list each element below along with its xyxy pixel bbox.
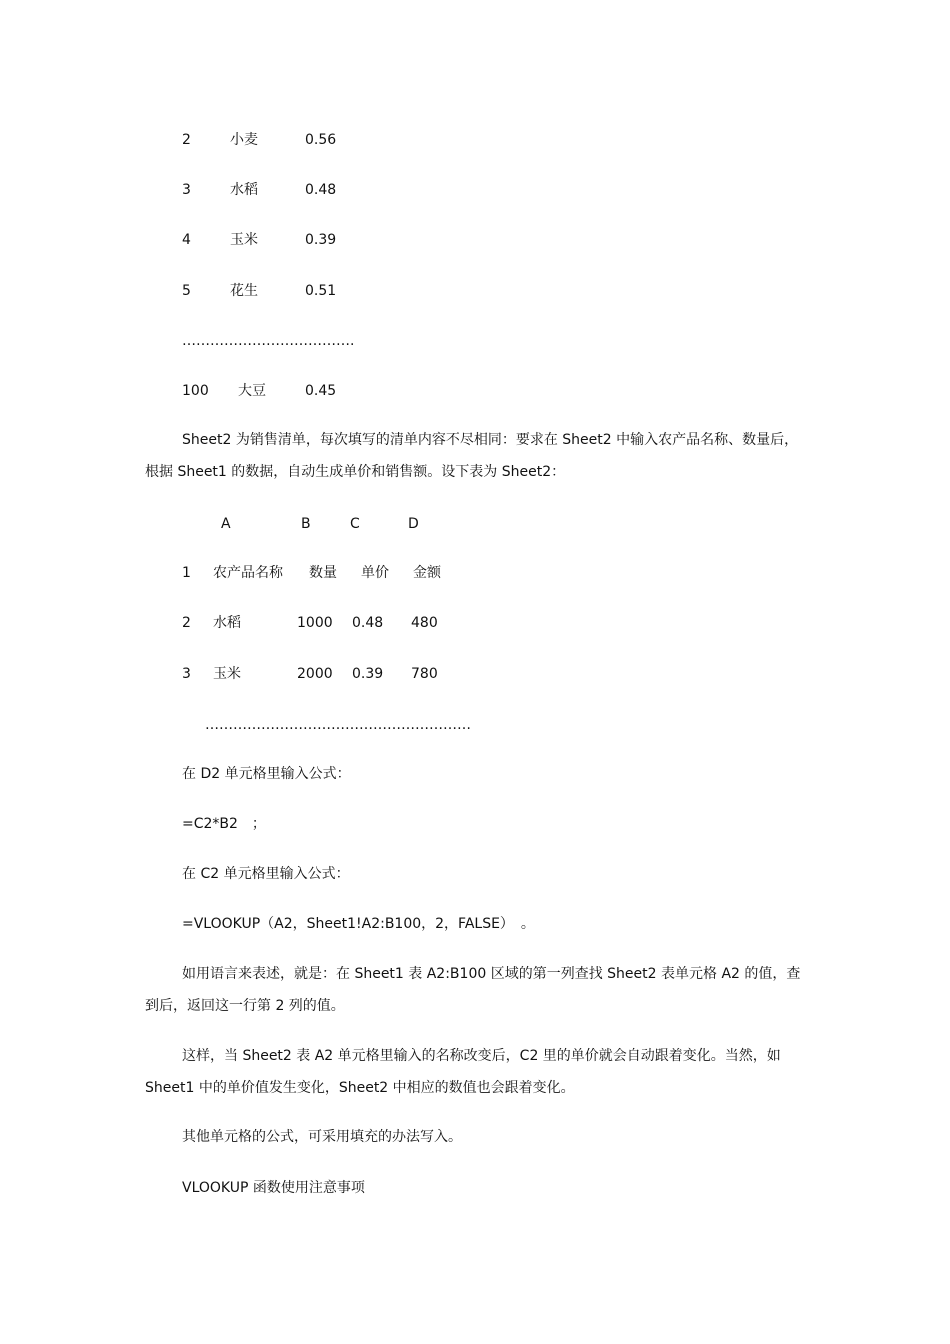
sheet2-column-header: A [221, 516, 231, 532]
sheet1-row-price: 0.51 [305, 283, 337, 299]
sheet2-cell-a: 农产品名称 [213, 565, 283, 581]
sheet2-cell-d: 480 [411, 615, 438, 631]
sheet1-row-num: 2 [182, 132, 191, 148]
sheet1-row-name: 大豆 [238, 383, 266, 399]
sheet2-column-header: B [301, 516, 311, 532]
sheet1-row-name: 小麦 [230, 132, 258, 148]
sheet2-cell-c: 0.39 [352, 666, 384, 682]
auto-change-paragraph: 这样，当 Sheet2 表 A2 单元格里输入的名称改变后，C2 里的单价就会自动跟着变化。当然，如 Sheet1 中的单价值发生变化，Sheet2 中相应的数值也会跟着变化。 [145, 1048, 781, 1096]
sheet1-row-price: 0.45 [305, 383, 337, 399]
fill-note: 其他单元格的公式，可采用填充的办法写入。 [182, 1129, 462, 1145]
explain-paragraph: 如用语言来表述，就是：在 Sheet1 表 A2:B100 区域的第一列查找 Sheet2 表单元格 A2 的值，查到后，返回这一行第 2 列的值。 [145, 966, 801, 1014]
sheet1-row-num: 3 [182, 182, 191, 198]
sheet2-cell-b: 2000 [297, 666, 333, 682]
d2-formula: =C2*B2 ； [182, 816, 266, 832]
sheet2-row-num: 1 [182, 565, 191, 581]
sheet2-column-header: D [408, 516, 419, 532]
sheet1-row-price: 0.56 [305, 132, 337, 148]
sheet1-ellipsis: ………………………………. [182, 333, 355, 349]
notes-heading: VLOOKUP 函数使用注意事项 [182, 1180, 365, 1196]
sheet2-cell-b: 1000 [297, 615, 333, 631]
d2-formula-intro: 在 D2 单元格里输入公式： [182, 766, 351, 782]
sheet2-cell-d: 金额 [413, 565, 441, 581]
sheet2-cell-c: 单价 [361, 565, 389, 581]
sheet1-row-name: 花生 [230, 283, 258, 299]
sheet2-row-num: 3 [182, 666, 191, 682]
sheet2-cell-d: 780 [411, 666, 438, 682]
sheet2-ellipsis: ………………………………………………… [205, 717, 471, 733]
sheet1-row-name: 水稻 [230, 182, 258, 198]
c2-formula: =VLOOKUP（A2，Sheet1!A2:B100，2，FALSE） 。 [182, 916, 535, 932]
sheet1-row-num: 4 [182, 232, 191, 248]
sheet2-intro-paragraph: Sheet2 为销售清单，每次填写的清单内容不尽相同：要求在 Sheet2 中输入农产品名称、数量后，根据 Sheet1 的数据，自动生成单价和销售额。设下表为 Sheet2： [145, 432, 799, 480]
sheet1-row-price: 0.48 [305, 182, 337, 198]
sheet1-row-num: 100 [182, 383, 209, 399]
sheet1-row-name: 玉米 [230, 232, 258, 248]
sheet1-row-price: 0.39 [305, 232, 337, 248]
sheet1-row-num: 5 [182, 283, 191, 299]
sheet2-column-header: C [350, 516, 360, 532]
sheet2-cell-b: 数量 [309, 565, 337, 581]
sheet2-cell-c: 0.48 [352, 615, 384, 631]
sheet2-cell-a: 玉米 [213, 666, 241, 682]
c2-formula-intro: 在 C2 单元格里输入公式： [182, 866, 350, 882]
sheet2-row-num: 2 [182, 615, 191, 631]
sheet2-cell-a: 水稻 [213, 615, 241, 631]
